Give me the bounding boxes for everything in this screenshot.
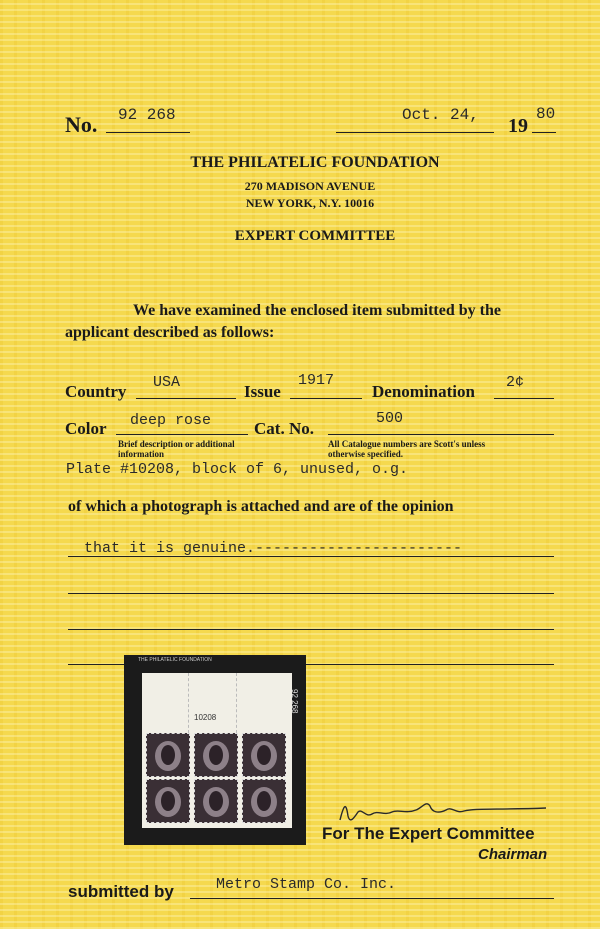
catno-line	[328, 434, 554, 435]
stamp-sheet	[142, 673, 292, 828]
denomination-line	[494, 398, 554, 399]
cert-number: 92 268	[118, 106, 176, 124]
plate-number: 10208	[194, 713, 217, 722]
stamp-photograph	[124, 655, 306, 845]
photo-header: THE PHILATELIC FOUNDATION	[138, 657, 212, 663]
cert-date: Oct. 24,	[402, 106, 479, 124]
color-value: deep rose	[130, 412, 212, 429]
intro-text: We have examined the enclosed item submitted by the applicant described as follows:	[65, 302, 501, 341]
stamp-image	[146, 733, 190, 777]
country-value: USA	[153, 374, 181, 391]
signature-line-1: For The Expert Committee	[322, 824, 535, 843]
denomination-label: Denomination	[372, 382, 475, 401]
year-prefix: 19	[508, 115, 528, 137]
catalogue-note: All Catalogue numbers are Scott's unless otherwise specified.	[328, 439, 486, 459]
brief-note: Brief description or additional information	[118, 439, 235, 459]
committee-title: EXPERT COMMITTEE	[234, 228, 396, 244]
opinion-line-2	[68, 593, 554, 594]
perforation-line	[236, 673, 238, 733]
stamp-image	[242, 733, 286, 777]
signature-line-2: Chairman	[478, 846, 548, 863]
submitted-label: submitted by	[68, 882, 174, 901]
color-label: Color	[65, 419, 107, 438]
submitted-value: Metro Stamp Co. Inc.	[216, 876, 397, 893]
stamp-image	[146, 779, 190, 823]
cert-number-line	[106, 132, 190, 133]
stamp-image	[242, 779, 286, 823]
issue-label: Issue	[244, 382, 281, 401]
opinion-text: that it is genuine.-----------------------	[84, 540, 463, 557]
opinion-line-3	[68, 629, 554, 630]
org-name: THE PHILATELIC FOUNDATION	[190, 154, 440, 171]
cert-no-label: No.	[65, 112, 98, 137]
item-description: Plate #10208, block of 6, unused, o.g.	[66, 461, 409, 478]
perforation-line	[188, 673, 190, 733]
country-label: Country	[65, 382, 127, 401]
opinion-line-1	[68, 556, 554, 557]
catno-label: Cat. No.	[254, 419, 314, 438]
issue-value: 1917	[298, 372, 335, 389]
year-suffix: 80	[536, 105, 556, 123]
org-address-1: 270 MADISON AVENUE	[244, 179, 376, 193]
photo-side-number: 92 268	[290, 689, 299, 714]
catno-value: 500	[376, 410, 404, 427]
year-line	[532, 132, 556, 133]
opinion-lead: of which a photograph is attached and are of the opinion	[68, 498, 454, 515]
issue-line	[290, 398, 362, 399]
stamp-image	[194, 779, 238, 823]
color-line	[116, 434, 248, 435]
cert-date-line	[336, 132, 494, 133]
submitted-line	[190, 898, 554, 899]
country-line	[136, 398, 236, 399]
stamp-image	[194, 733, 238, 777]
org-address-2: NEW YORK, N.Y. 10016	[245, 196, 375, 210]
denomination-value: 2¢	[506, 374, 525, 391]
